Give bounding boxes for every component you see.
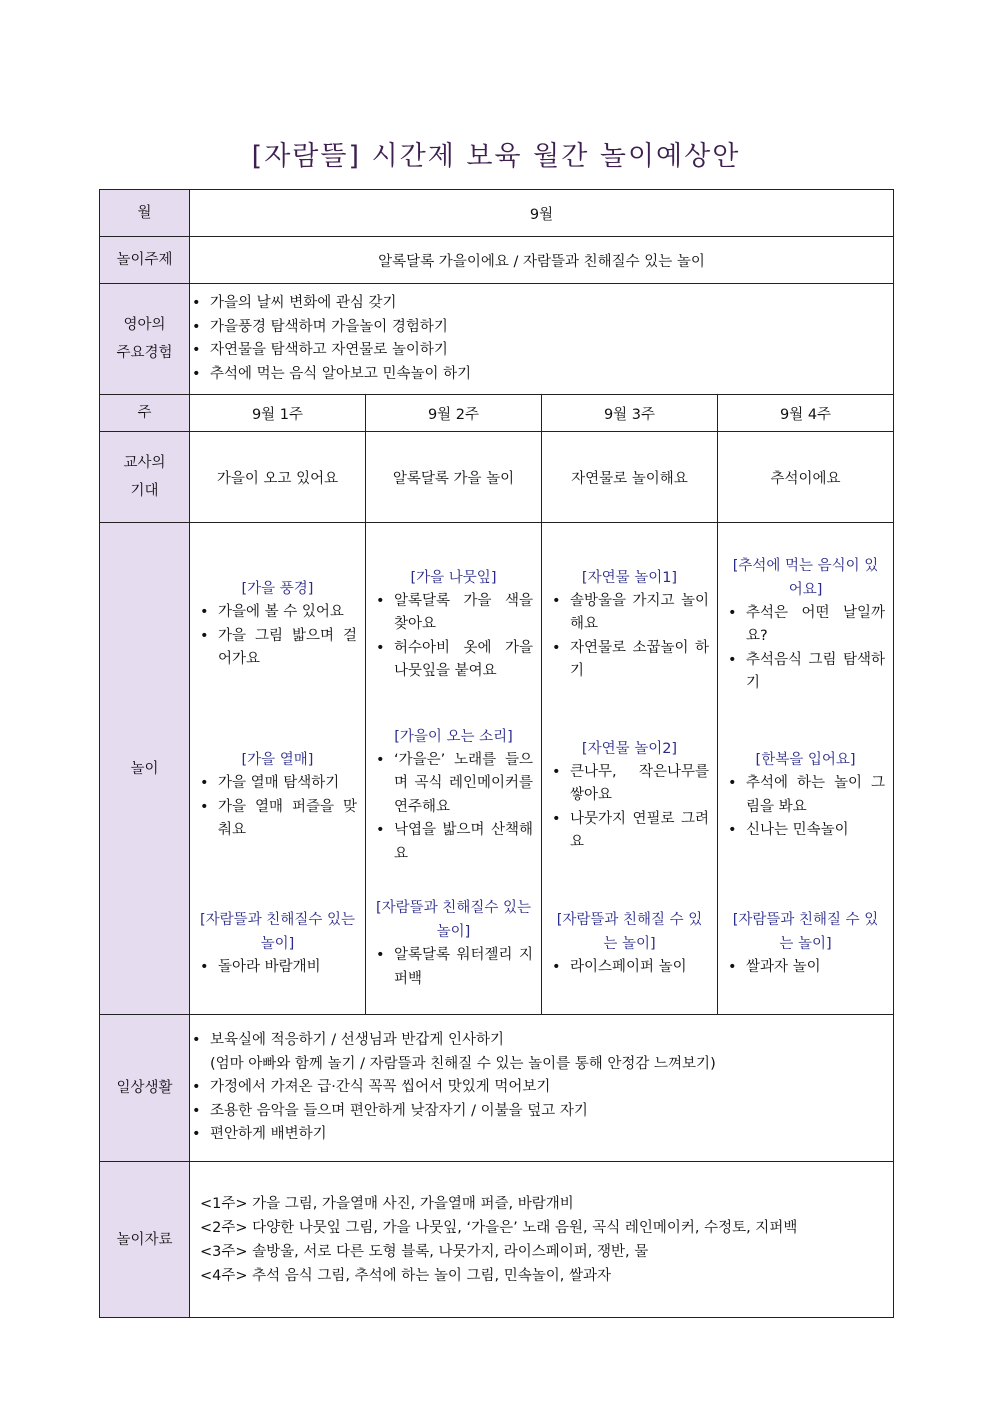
experience-item: • 추석에 먹는 음식 알아보고 민속놀이 하기 [190, 363, 893, 387]
play-block [366, 879, 541, 1009]
row-week [100, 395, 894, 432]
play-list [726, 956, 885, 980]
play-list [550, 761, 709, 855]
month-label: 월 [100, 190, 190, 237]
play-title: [자람뜰과 친해질수 있는 놀이] [376, 900, 531, 940]
experience-item: • 가을의 날씨 변화에 관심 갖기 [190, 292, 893, 316]
page-title: [자람뜰] 시간제 보육 월간 놀이예상안 [251, 141, 741, 172]
materials-item: <4주> 추석 음식 그림, 추석에 하는 놀이 그림, 민속놀이, 쌀과자 [200, 1267, 611, 1284]
play-item: • 자연물로 소꿉놀이 하기 [550, 637, 709, 684]
materials-item: <1주> 가을 그림, 가을열매 사진, 가을열매 퍼즐, 바람개비 [200, 1195, 574, 1212]
play-block [190, 529, 365, 713]
play-label: 놀이 [100, 523, 190, 1015]
play-title: [자람뜰과 친해질 수 있는 놀이] [556, 911, 703, 952]
play-list [550, 590, 709, 684]
play-block [542, 713, 717, 879]
plan-table [99, 189, 894, 1318]
play-item: • ‘가을은’ 노래를 들으며 곡식 레인메이커를 연주해요 [374, 749, 533, 820]
experience-cell [190, 284, 894, 395]
week-2-expectation: 알록달록 가을 놀이 [366, 432, 542, 523]
play-title: [가을 열매] [241, 752, 314, 769]
daily-cell [190, 1015, 894, 1162]
week-3-label: 9월 3주 [542, 395, 718, 432]
daily-label: 일상생활 [100, 1015, 190, 1162]
play-item: • 낙엽을 밟으며 산책해요 [374, 819, 533, 866]
play-block [718, 879, 893, 1009]
play-item: • 가을 그림 밟으며 걸어가요 [198, 625, 357, 672]
play-item: • 신나는 민속놀이 [726, 819, 885, 843]
play-item: • 가을 열매 퍼즐을 맞춰요 [198, 796, 357, 843]
week-4-play-cell [718, 523, 894, 1015]
play-item: • 돌아라 바람개비 [198, 956, 357, 980]
play-item: • 나뭇가지 연필로 그려요 [550, 808, 709, 855]
play-list [726, 602, 885, 696]
play-block [542, 529, 717, 713]
play-item: • 쌀과자 놀이 [726, 956, 885, 980]
week-4-expectation: 추석이에요 [718, 432, 894, 523]
row-play [100, 523, 894, 1015]
play-block [190, 713, 365, 879]
play-title: [가을 나뭇잎] [410, 569, 497, 586]
play-title: [추석에 먹는 음식이 있어요] [732, 557, 879, 598]
experience-label: 영아의 주요경험 [100, 284, 190, 395]
row-daily [100, 1015, 894, 1162]
play-title: [자연물 놀이2] [581, 740, 678, 757]
daily-note: (엄마 아빠와 함께 놀기 / 자람뜰과 친해질 수 있는 놀이를 통해 안정감 느껴보기) [210, 1055, 716, 1072]
play-item: • 추석음식 그림 탐색하기 [726, 649, 885, 696]
play-list [198, 772, 357, 843]
week-1-label: 9월 1주 [190, 395, 366, 432]
week-2-play-cell [366, 523, 542, 1015]
materials-label: 놀이자료 [100, 1162, 190, 1318]
play-item: • 알록달록 워터젤리 지퍼백 [374, 944, 533, 991]
play-title: [한복을 입어요] [755, 752, 856, 769]
play-list [374, 749, 533, 867]
daily-item: • 가정에서 가져온 급·간식 꼭꼭 씹어서 맛있게 먹어보기 [190, 1076, 893, 1100]
materials-list [190, 1174, 893, 1306]
play-list [550, 956, 709, 980]
play-item: • 가을에 볼 수 있어요 [198, 601, 357, 625]
experience-list [190, 292, 893, 386]
theme-value: 알록달록 가을이에요 / 자람뜰과 친해질수 있는 놀이 [190, 237, 894, 284]
materials-cell [190, 1162, 894, 1318]
play-item: • 솔방울을 가지고 놀이해요 [550, 590, 709, 637]
play-item: • 추석에 하는 놀이 그림을 봐요 [726, 772, 885, 819]
teacher-label: 교사의 기대 [100, 432, 190, 523]
play-title: [자람뜰과 친해질 수 있는 놀이] [732, 911, 879, 952]
daily-list [190, 1029, 893, 1053]
play-block [366, 529, 541, 713]
week-3-expectation: 자연물로 놀이해요 [542, 432, 718, 523]
row-teacher [100, 432, 894, 523]
experience-item: • 가을풍경 탐색하며 가을놀이 경험하기 [190, 316, 893, 340]
play-item: • 허수아비 옷에 가을 나뭇잎을 붙여요 [374, 637, 533, 684]
play-title: [자연물 놀이1] [581, 569, 678, 586]
play-title: [가을이 오는 소리] [394, 728, 513, 745]
play-item: • 큰나무, 작은나무를 쌓아요 [550, 761, 709, 808]
materials-item: <2주> 다양한 나뭇잎 그림, 가을 나뭇잎, ‘가을은’ 노래 음원, 곡식 레인메이커, 수정토, 지퍼백 [200, 1219, 798, 1236]
play-item: • 추석은 어떤 날일까요? [726, 602, 885, 649]
play-item: • 알록달록 가을 색을 찾아요 [374, 590, 533, 637]
play-list [198, 601, 357, 672]
week-3-play-cell [542, 523, 718, 1015]
play-list [726, 772, 885, 843]
week-1-play-cell [190, 523, 366, 1015]
materials-item: <3주> 솔방울, 서로 다른 도형 블록, 나뭇가지, 라이스페이퍼, 쟁반, 물 [200, 1243, 649, 1260]
theme-label: 놀이주제 [100, 237, 190, 284]
daily-item: • 보육실에 적응하기 / 선생님과 반갑게 인사하기 [190, 1029, 893, 1053]
play-title: [자람뜰과 친해질수 있는 놀이] [200, 911, 355, 952]
week-label: 주 [100, 395, 190, 432]
daily-item: • 편안하게 배변하기 [190, 1123, 893, 1147]
play-list [374, 590, 533, 684]
play-item: • 라이스페이퍼 놀이 [550, 956, 709, 980]
month-value: 9월 [190, 190, 894, 237]
play-list [198, 956, 357, 980]
row-theme [100, 237, 894, 284]
play-block [718, 529, 893, 713]
experience-item: • 자연물을 탐색하고 자연물로 놀이하기 [190, 339, 893, 363]
play-block [190, 879, 365, 1009]
week-1-expectation: 가을이 오고 있어요 [190, 432, 366, 523]
play-block [366, 713, 541, 879]
row-experience [100, 284, 894, 395]
play-list [374, 944, 533, 991]
row-materials [100, 1162, 894, 1318]
week-2-label: 9월 2주 [366, 395, 542, 432]
play-item: • 가을 열매 탐색하기 [198, 772, 357, 796]
play-block [718, 713, 893, 879]
week-4-label: 9월 4주 [718, 395, 894, 432]
daily-item: • 조용한 음악을 들으며 편안하게 낮잠자기 / 이불을 덮고 자기 [190, 1100, 893, 1124]
play-block [542, 879, 717, 1009]
daily-list [190, 1076, 893, 1147]
row-month [100, 190, 894, 237]
play-title: [가을 풍경] [241, 581, 314, 598]
